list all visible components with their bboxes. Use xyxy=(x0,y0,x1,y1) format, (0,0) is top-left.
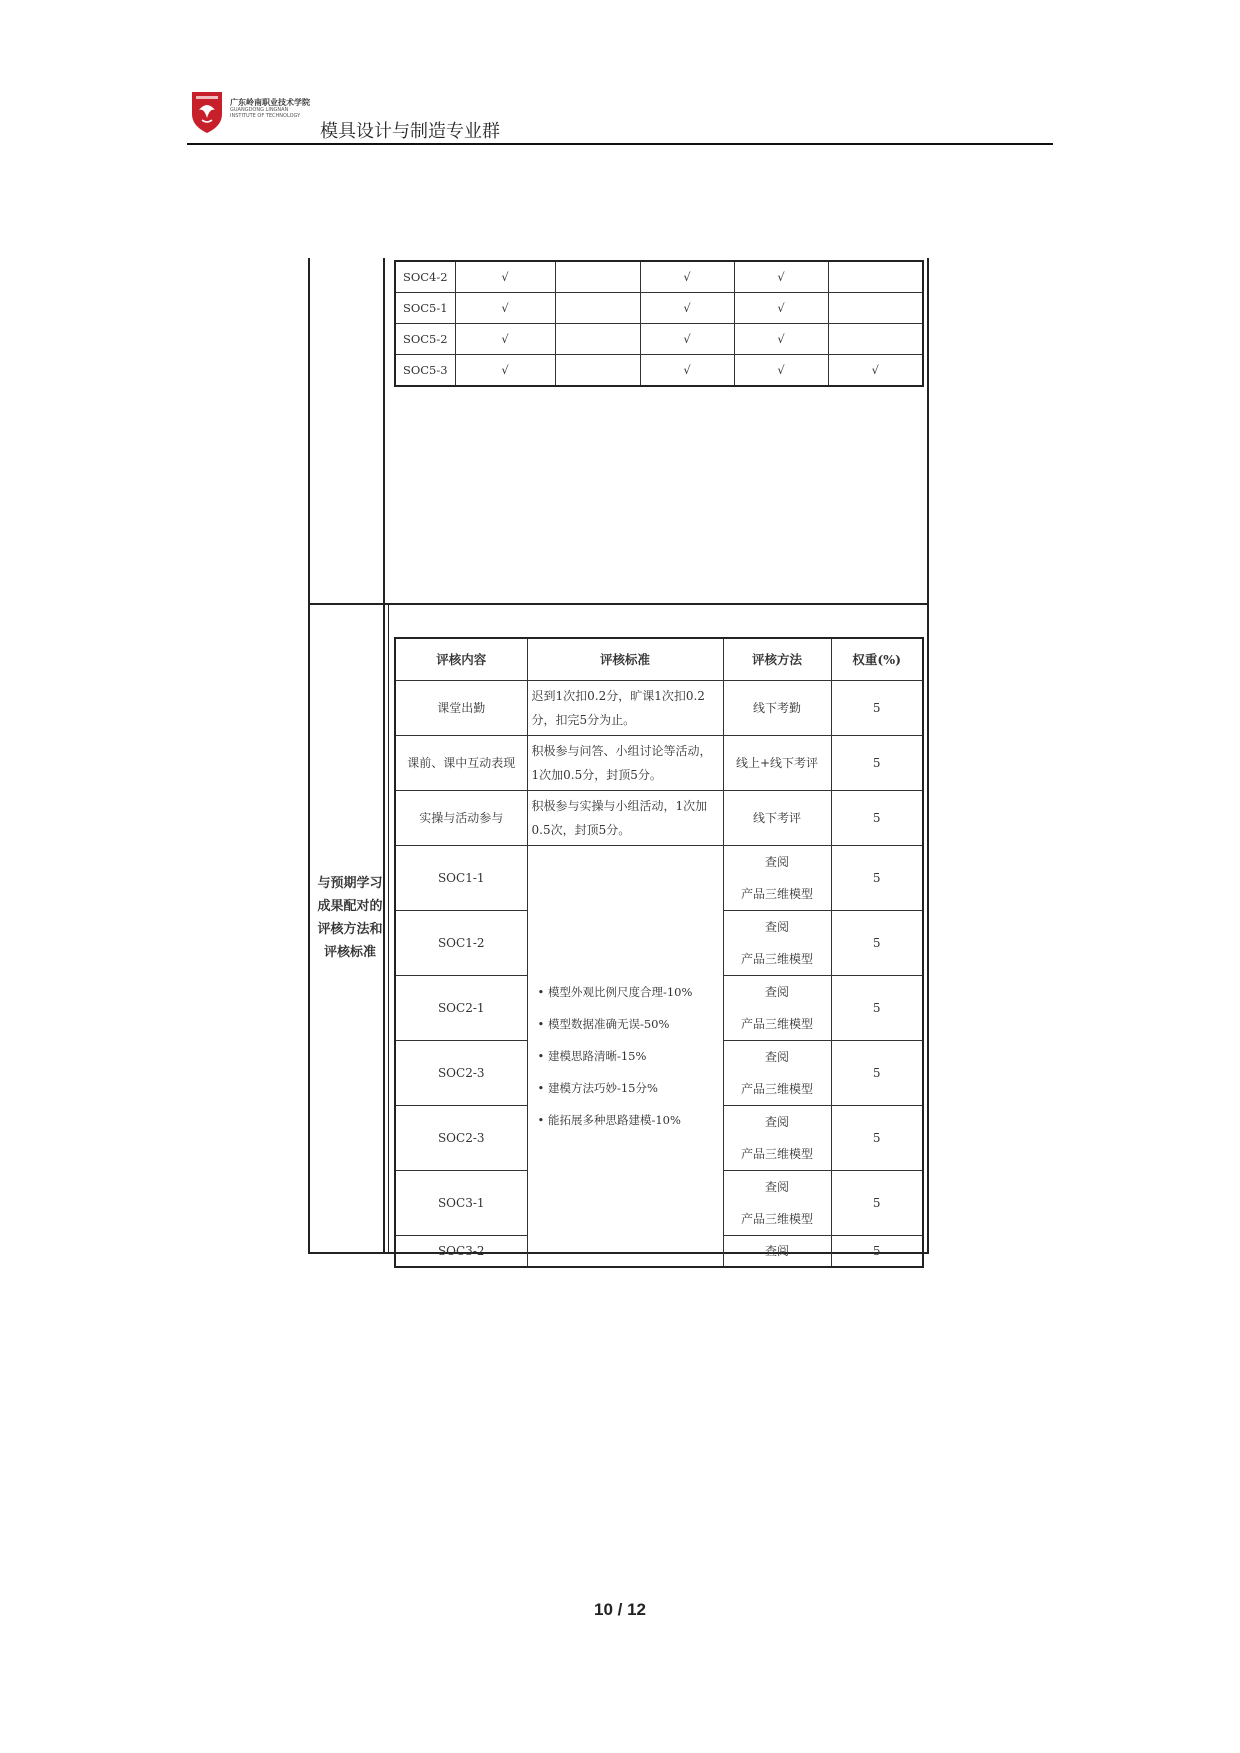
assess-weight: 5 xyxy=(831,790,923,845)
method-line: 查阅 xyxy=(764,984,789,999)
assess-method xyxy=(723,910,831,975)
criteria-list xyxy=(528,976,723,1136)
check-mark: √ xyxy=(640,261,734,293)
method-line: 查阅 xyxy=(764,1114,789,1129)
method-line: 产品三维模型 xyxy=(740,1081,813,1096)
col-header-standard: 评核标准 xyxy=(527,638,723,680)
col-header-weight: 权重(%) xyxy=(831,638,923,680)
check-mark: √ xyxy=(828,355,923,387)
school-logo xyxy=(190,90,224,134)
method-line: 查阅 xyxy=(764,1179,789,1194)
assess-content: SOC2-3 xyxy=(395,1040,527,1105)
criteria-item: • 模型数据准确无误-50% xyxy=(537,1016,670,1031)
check-mark xyxy=(555,293,640,324)
check-mark xyxy=(828,293,923,324)
check-mark xyxy=(828,261,923,293)
check-mark: √ xyxy=(640,293,734,324)
assess-standard: 迟到1次扣0.2分，旷课1次扣0.2分，扣完5分为止。 xyxy=(527,680,723,735)
method-line: 查阅 xyxy=(764,1049,789,1064)
method-line: 产品三维模型 xyxy=(740,886,813,901)
assessment-table xyxy=(394,637,924,1268)
check-mark: √ xyxy=(734,324,828,355)
group-name: 模具设计与制造专业群 xyxy=(320,121,500,142)
assess-weight: 5 xyxy=(831,975,923,1040)
criteria-item: • 建模思路清晰-15% xyxy=(537,1048,647,1063)
soc-code: SOC5-2 xyxy=(395,324,455,355)
method-line: 查阅 xyxy=(764,854,789,869)
criteria-item: • 能拓展多种思路建模-10% xyxy=(537,1112,681,1127)
table-row xyxy=(395,790,923,845)
assess-weight: 5 xyxy=(831,1235,923,1267)
assess-standard: 积极参与问答、小组讨论等活动，1次加0.5分，封顶5分。 xyxy=(527,735,723,790)
table-row xyxy=(395,324,923,355)
section-label-line: 评核方法和 xyxy=(317,922,383,937)
assess-weight: 5 xyxy=(831,680,923,735)
check-mark xyxy=(555,324,640,355)
method-line: 查阅 xyxy=(764,1244,789,1259)
assess-weight: 5 xyxy=(831,1170,923,1235)
criteria-item: • 建模方法巧妙-15分% xyxy=(537,1080,658,1095)
method-line: 产品三维模型 xyxy=(740,1016,813,1031)
assess-content: 课堂出勤 xyxy=(395,680,527,735)
check-mark: √ xyxy=(640,355,734,387)
frame-col-divider xyxy=(383,258,385,1254)
assess-weight: 5 xyxy=(831,735,923,790)
section-label xyxy=(312,872,388,964)
assess-weight: 5 xyxy=(831,1105,923,1170)
criteria-item: • 模型外观比例尺度合理-10% xyxy=(537,984,693,999)
check-mark xyxy=(828,324,923,355)
assess-content: SOC1-2 xyxy=(395,910,527,975)
soc-matrix-table xyxy=(394,260,924,387)
frame-left xyxy=(308,258,310,1254)
section-label-line: 成果配对的 xyxy=(317,899,383,914)
table-header-row xyxy=(395,638,923,680)
col-header-content: 评核内容 xyxy=(395,638,527,680)
assess-method: 线上+线下考评 xyxy=(723,735,831,790)
assess-content: 实操与活动参与 xyxy=(395,790,527,845)
assess-weight: 5 xyxy=(831,910,923,975)
assess-content: SOC2-3 xyxy=(395,1105,527,1170)
table-row xyxy=(395,293,923,324)
assess-method xyxy=(723,1170,831,1235)
soc-code: SOC5-3 xyxy=(395,355,455,387)
assess-method xyxy=(723,1235,831,1267)
assess-weight: 5 xyxy=(831,1040,923,1105)
page-number: 10 / 12 xyxy=(594,1600,646,1619)
table-row xyxy=(395,680,923,735)
assess-method xyxy=(723,845,831,910)
assess-content: 课前、课中互动表现 xyxy=(395,735,527,790)
table-row xyxy=(395,261,923,293)
assess-method xyxy=(723,975,831,1040)
table-row xyxy=(395,355,923,387)
school-name-cn: 广东岭南职业技术学院 xyxy=(230,98,310,107)
assess-weight: 5 xyxy=(831,845,923,910)
assess-method xyxy=(723,1105,831,1170)
assess-standard: 积极参与实操与小组活动，1次加0.5次，封顶5分。 xyxy=(527,790,723,845)
assess-content: SOC2-1 xyxy=(395,975,527,1040)
check-mark: √ xyxy=(640,324,734,355)
table-row xyxy=(395,845,923,910)
method-line: 产品三维模型 xyxy=(740,1211,813,1226)
assess-method xyxy=(723,1040,831,1105)
check-mark: √ xyxy=(734,293,828,324)
frame-mid xyxy=(308,603,929,605)
frame-right xyxy=(927,258,929,1254)
section-label-line: 与预期学习 xyxy=(317,876,383,891)
check-mark: √ xyxy=(455,355,555,387)
check-mark: √ xyxy=(455,324,555,355)
method-line: 产品三维模型 xyxy=(740,951,813,966)
section-label-line: 评核标准 xyxy=(323,945,376,960)
col-header-method: 评核方法 xyxy=(723,638,831,680)
assess-method: 线下考评 xyxy=(723,790,831,845)
header-rule xyxy=(187,143,1053,145)
check-mark xyxy=(555,261,640,293)
method-line: 查阅 xyxy=(764,919,789,934)
school-name-en: GUANGDONG LINGNAN INSTITUTE OF TECHNOLOGY xyxy=(230,107,301,119)
assess-content: SOC3-2 xyxy=(395,1235,527,1267)
assess-content: SOC1-1 xyxy=(395,845,527,910)
assess-content: SOC3-1 xyxy=(395,1170,527,1235)
assess-method: 线下考勤 xyxy=(723,680,831,735)
soc-code: SOC4-2 xyxy=(395,261,455,293)
method-line: 产品三维模型 xyxy=(740,1146,813,1161)
frame-col-divider-2 xyxy=(388,603,389,1254)
check-mark: √ xyxy=(734,261,828,293)
criteria-cell xyxy=(527,845,723,1267)
soc-code: SOC5-1 xyxy=(395,293,455,324)
check-mark xyxy=(555,355,640,387)
table-row xyxy=(395,735,923,790)
check-mark: √ xyxy=(455,293,555,324)
check-mark: √ xyxy=(734,355,828,387)
check-mark: √ xyxy=(455,261,555,293)
